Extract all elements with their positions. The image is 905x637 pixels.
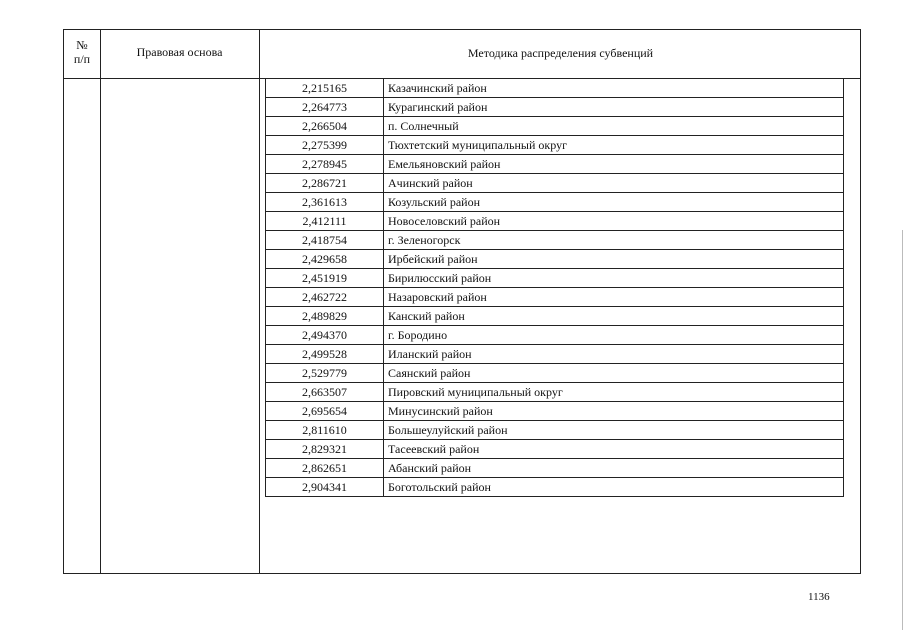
table-row: [266, 117, 844, 136]
column-header-number: [64, 38, 100, 66]
coefficient-cell: 2,663507: [266, 383, 384, 402]
column-header-number-line1: №: [76, 38, 88, 52]
coefficient-cell: 2,904341: [266, 478, 384, 497]
table-row: [266, 421, 844, 440]
coefficient-cell: 2,278945: [266, 155, 384, 174]
table-row: [266, 174, 844, 193]
municipality-cell: Назаровский район: [384, 288, 844, 307]
table-row: [266, 402, 844, 421]
column-divider-num: [100, 30, 101, 573]
table-row: [266, 364, 844, 383]
municipality-cell: Минусинский район: [384, 402, 844, 421]
document-table-frame: [63, 29, 861, 574]
table-row: [266, 79, 844, 98]
municipality-cell: Курагинский район: [384, 98, 844, 117]
coefficient-cell: 2,266504: [266, 117, 384, 136]
coefficient-cell: 2,215165: [266, 79, 384, 98]
coefficient-cell: 2,361613: [266, 193, 384, 212]
table-row: [266, 269, 844, 288]
municipality-cell: Казачинский район: [384, 79, 844, 98]
coefficient-cell: 2,275399: [266, 136, 384, 155]
table-row: [266, 136, 844, 155]
table-row: [266, 459, 844, 478]
column-header-method: Методика распределения субвенций: [467, 46, 654, 60]
coefficient-cell: 2,264773: [266, 98, 384, 117]
table-row: [266, 478, 844, 497]
table-row: [266, 345, 844, 364]
table-row: [266, 155, 844, 174]
coefficient-cell: 2,862651: [266, 459, 384, 478]
municipality-cell: Новоселовский район: [384, 212, 844, 231]
table-row: [266, 250, 844, 269]
coefficient-cell: 2,489829: [266, 307, 384, 326]
municipality-cell: Большеулуйский район: [384, 421, 844, 440]
table-row: [266, 98, 844, 117]
municipality-cell: Ирбейский район: [384, 250, 844, 269]
coefficient-cell: 2,494370: [266, 326, 384, 345]
column-header-number-line2: п/п: [73, 52, 91, 66]
coefficient-cell: 2,529779: [266, 364, 384, 383]
municipality-cell: Боготольский район: [384, 478, 844, 497]
municipality-cell: Емельяновский район: [384, 155, 844, 174]
coefficient-cell: 2,695654: [266, 402, 384, 421]
municipality-cell: Канский район: [384, 307, 844, 326]
municipality-cell: г. Бородино: [384, 326, 844, 345]
page-number: 1136: [808, 591, 830, 603]
coefficient-cell: 2,451919: [266, 269, 384, 288]
coefficient-table: [265, 78, 844, 497]
municipality-cell: Козульский район: [384, 193, 844, 212]
municipality-cell: Абанский район: [384, 459, 844, 478]
coefficient-cell: 2,499528: [266, 345, 384, 364]
municipality-cell: Саянский район: [384, 364, 844, 383]
municipality-cell: Бирилюсский район: [384, 269, 844, 288]
coefficient-cell: 2,412111: [266, 212, 384, 231]
municipality-cell: Ачинский район: [384, 174, 844, 193]
municipality-cell: п. Солнечный: [384, 117, 844, 136]
coefficient-cell: 2,811610: [266, 421, 384, 440]
municipality-cell: Пировский муниципальный округ: [384, 383, 844, 402]
coefficient-cell: 2,429658: [266, 250, 384, 269]
column-divider-basis: [259, 30, 260, 573]
coefficient-table-body: [266, 79, 844, 497]
column-header-legal-basis: Правовая основа: [136, 45, 223, 59]
table-row: [266, 307, 844, 326]
table-row: [266, 383, 844, 402]
table-row: [266, 288, 844, 307]
table-row: [266, 440, 844, 459]
table-row: [266, 326, 844, 345]
coefficient-cell: 2,829321: [266, 440, 384, 459]
municipality-cell: Иланский район: [384, 345, 844, 364]
table-row: [266, 231, 844, 250]
municipality-cell: Тасеевский район: [384, 440, 844, 459]
municipality-cell: г. Зеленогорск: [384, 231, 844, 250]
table-row: [266, 212, 844, 231]
scan-edge-line: [902, 230, 903, 630]
coefficient-cell: 2,286721: [266, 174, 384, 193]
table-row: [266, 193, 844, 212]
municipality-cell: Тюхтетский муниципальный округ: [384, 136, 844, 155]
coefficient-cell: 2,462722: [266, 288, 384, 307]
coefficient-cell: 2,418754: [266, 231, 384, 250]
